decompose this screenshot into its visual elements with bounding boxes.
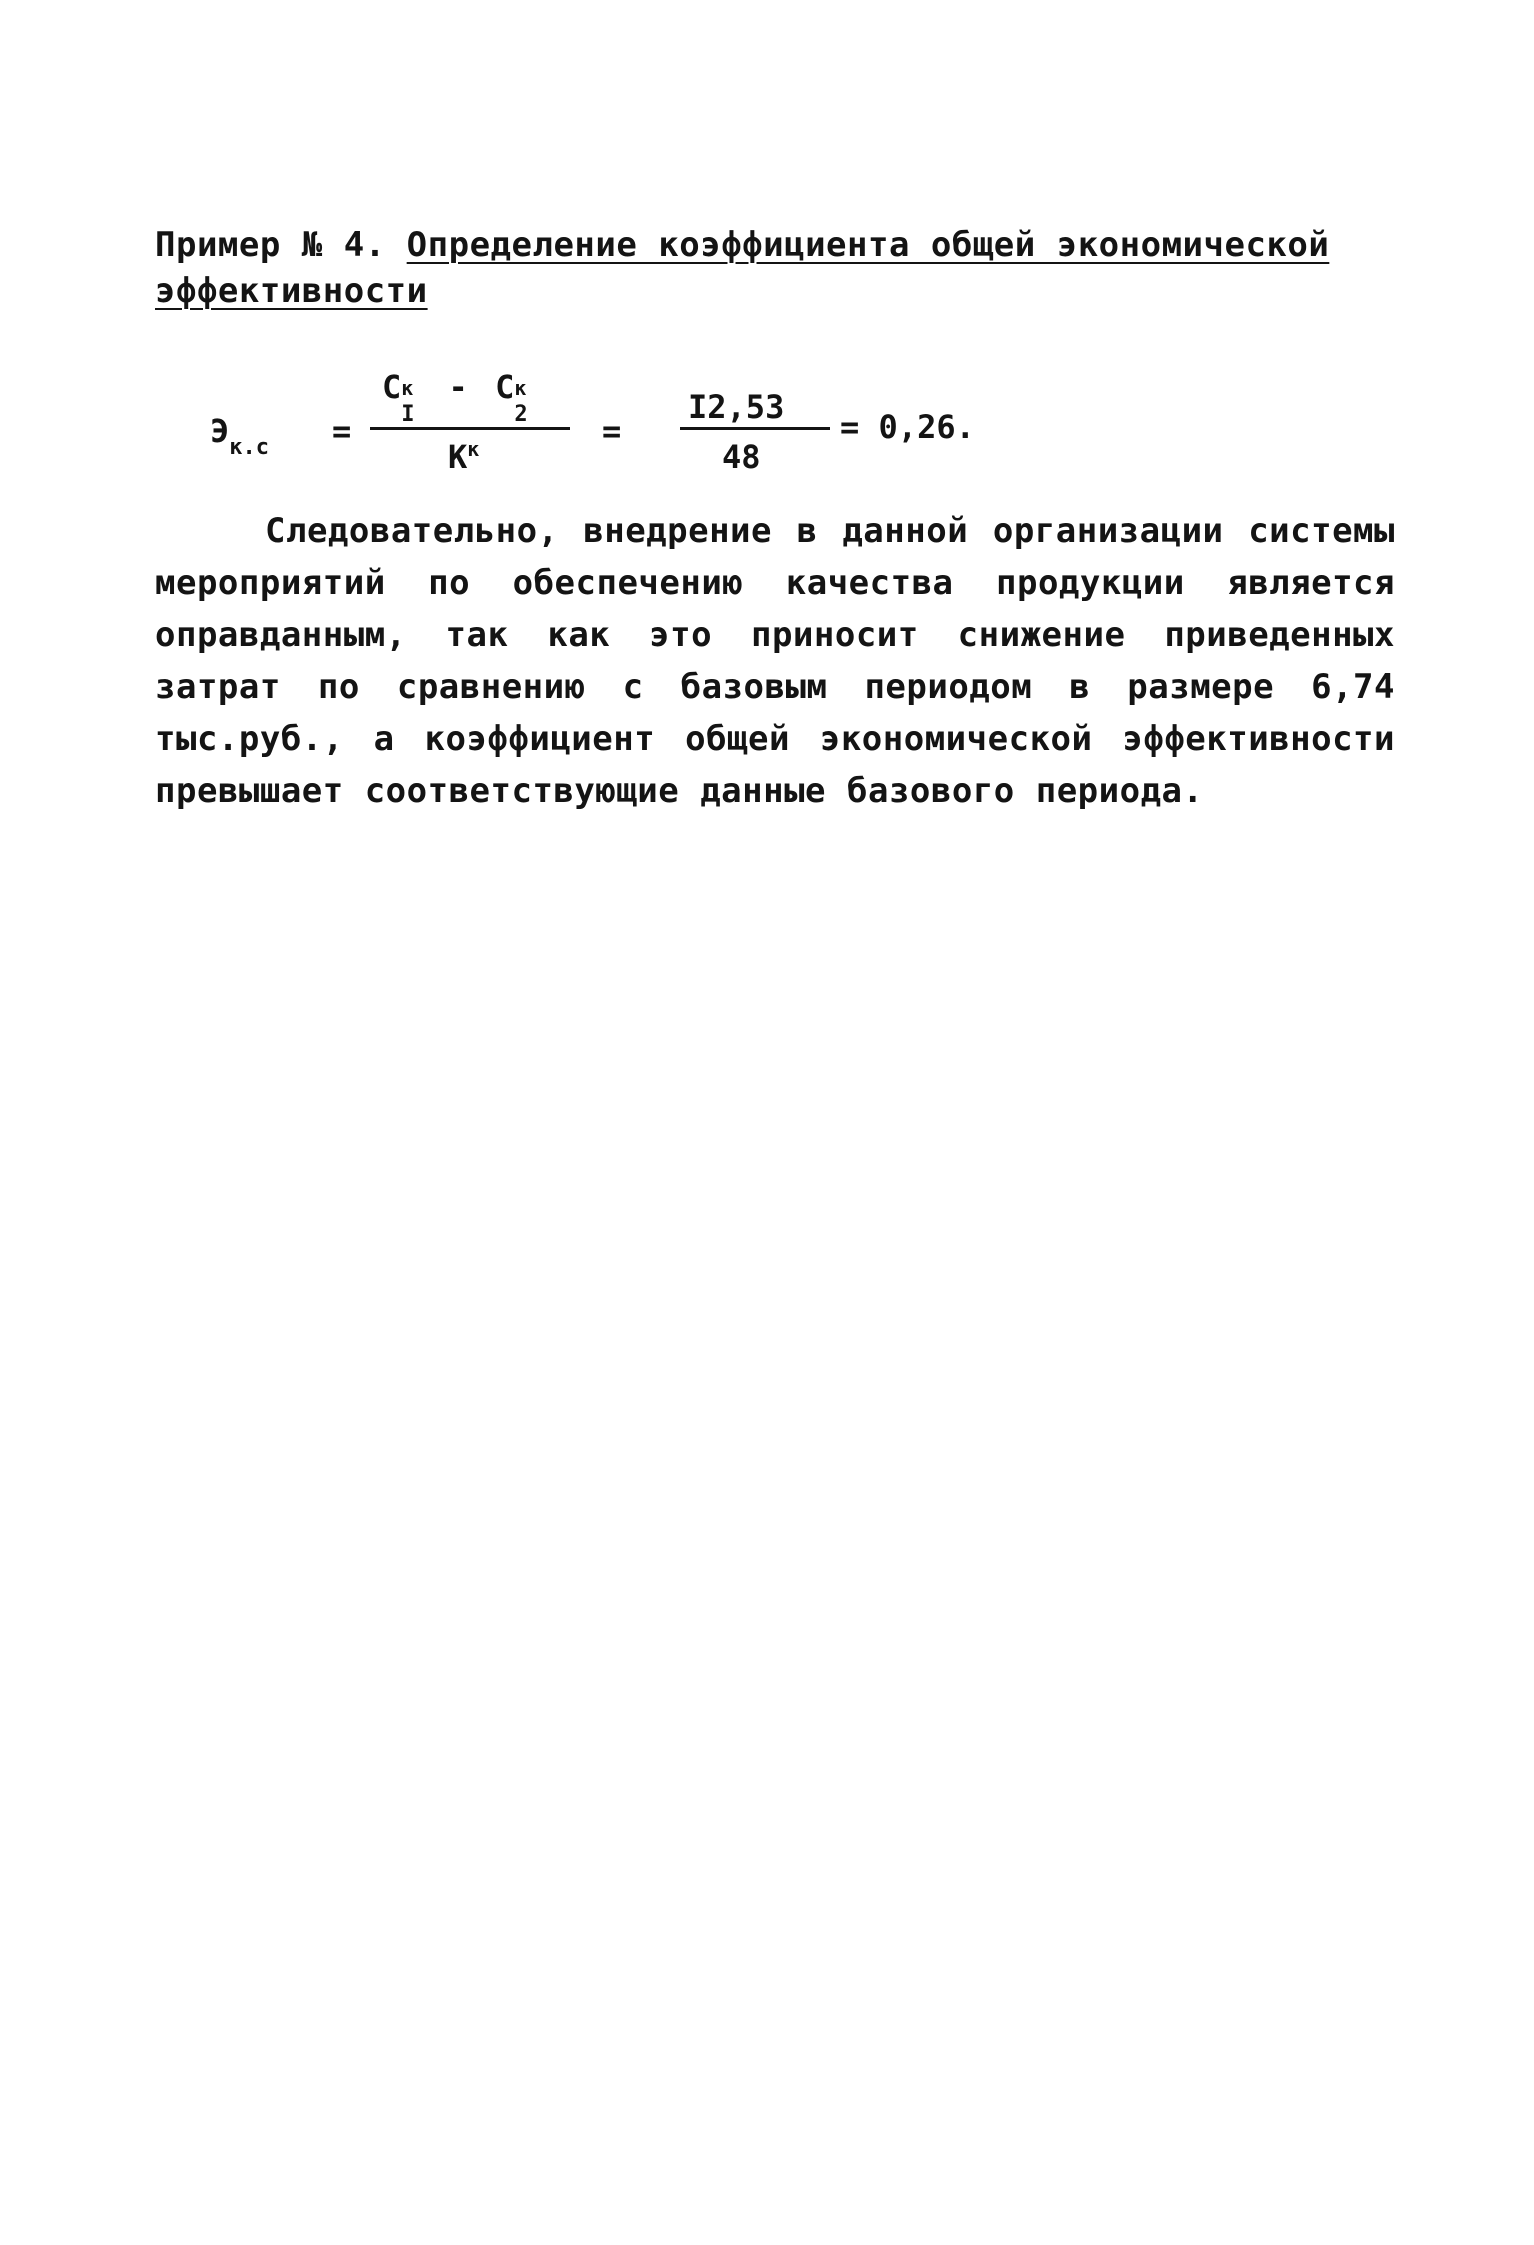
- denominator-symbol: К: [448, 438, 468, 476]
- value-numerator: I2,53: [688, 388, 785, 426]
- numerator-term-2-sub: 2: [514, 402, 528, 427]
- formula-result: = 0,26.: [840, 408, 975, 446]
- conclusion-paragraph: Следовательно, внедрение в данной организации системы мероприятий по обеспечению качества продукции является оправданным, так как это приносит снижение приведенных затрат по сравнению с базовым периодом в размере 6,74 тыс.руб., а коэффициент общей экономической эффективности превышает соответствующие данные базового периода.: [155, 511, 1395, 811]
- formula-lhs: [210, 412, 270, 460]
- formula-equals-1: =: [332, 412, 352, 450]
- numerator-term-1: C: [382, 368, 402, 406]
- numerator-minus: -: [448, 368, 468, 406]
- numerator-term-1-sup: к: [401, 376, 414, 400]
- formula-denominator: [448, 438, 479, 476]
- numerator-term-2-sup: к: [514, 376, 527, 400]
- numerator-term-2: C: [495, 368, 515, 406]
- example-heading: [155, 222, 1395, 314]
- denominator-sup: к: [467, 437, 480, 461]
- example-title: Определение коэффициента общей экономической эффективности: [155, 225, 1330, 311]
- formula: [210, 350, 1110, 490]
- formula-lhs-symbol: Э: [210, 412, 230, 450]
- numerator-term-1-sub: I: [401, 402, 415, 427]
- formula-equals-2: =: [602, 412, 622, 450]
- fraction-line-2: [680, 427, 830, 430]
- formula-numerator: [382, 368, 534, 427]
- value-denominator: 48: [722, 438, 761, 476]
- example-label: Пример № 4.: [155, 225, 386, 265]
- fraction-line-1: [370, 427, 570, 430]
- formula-lhs-sub: к.с: [229, 435, 270, 460]
